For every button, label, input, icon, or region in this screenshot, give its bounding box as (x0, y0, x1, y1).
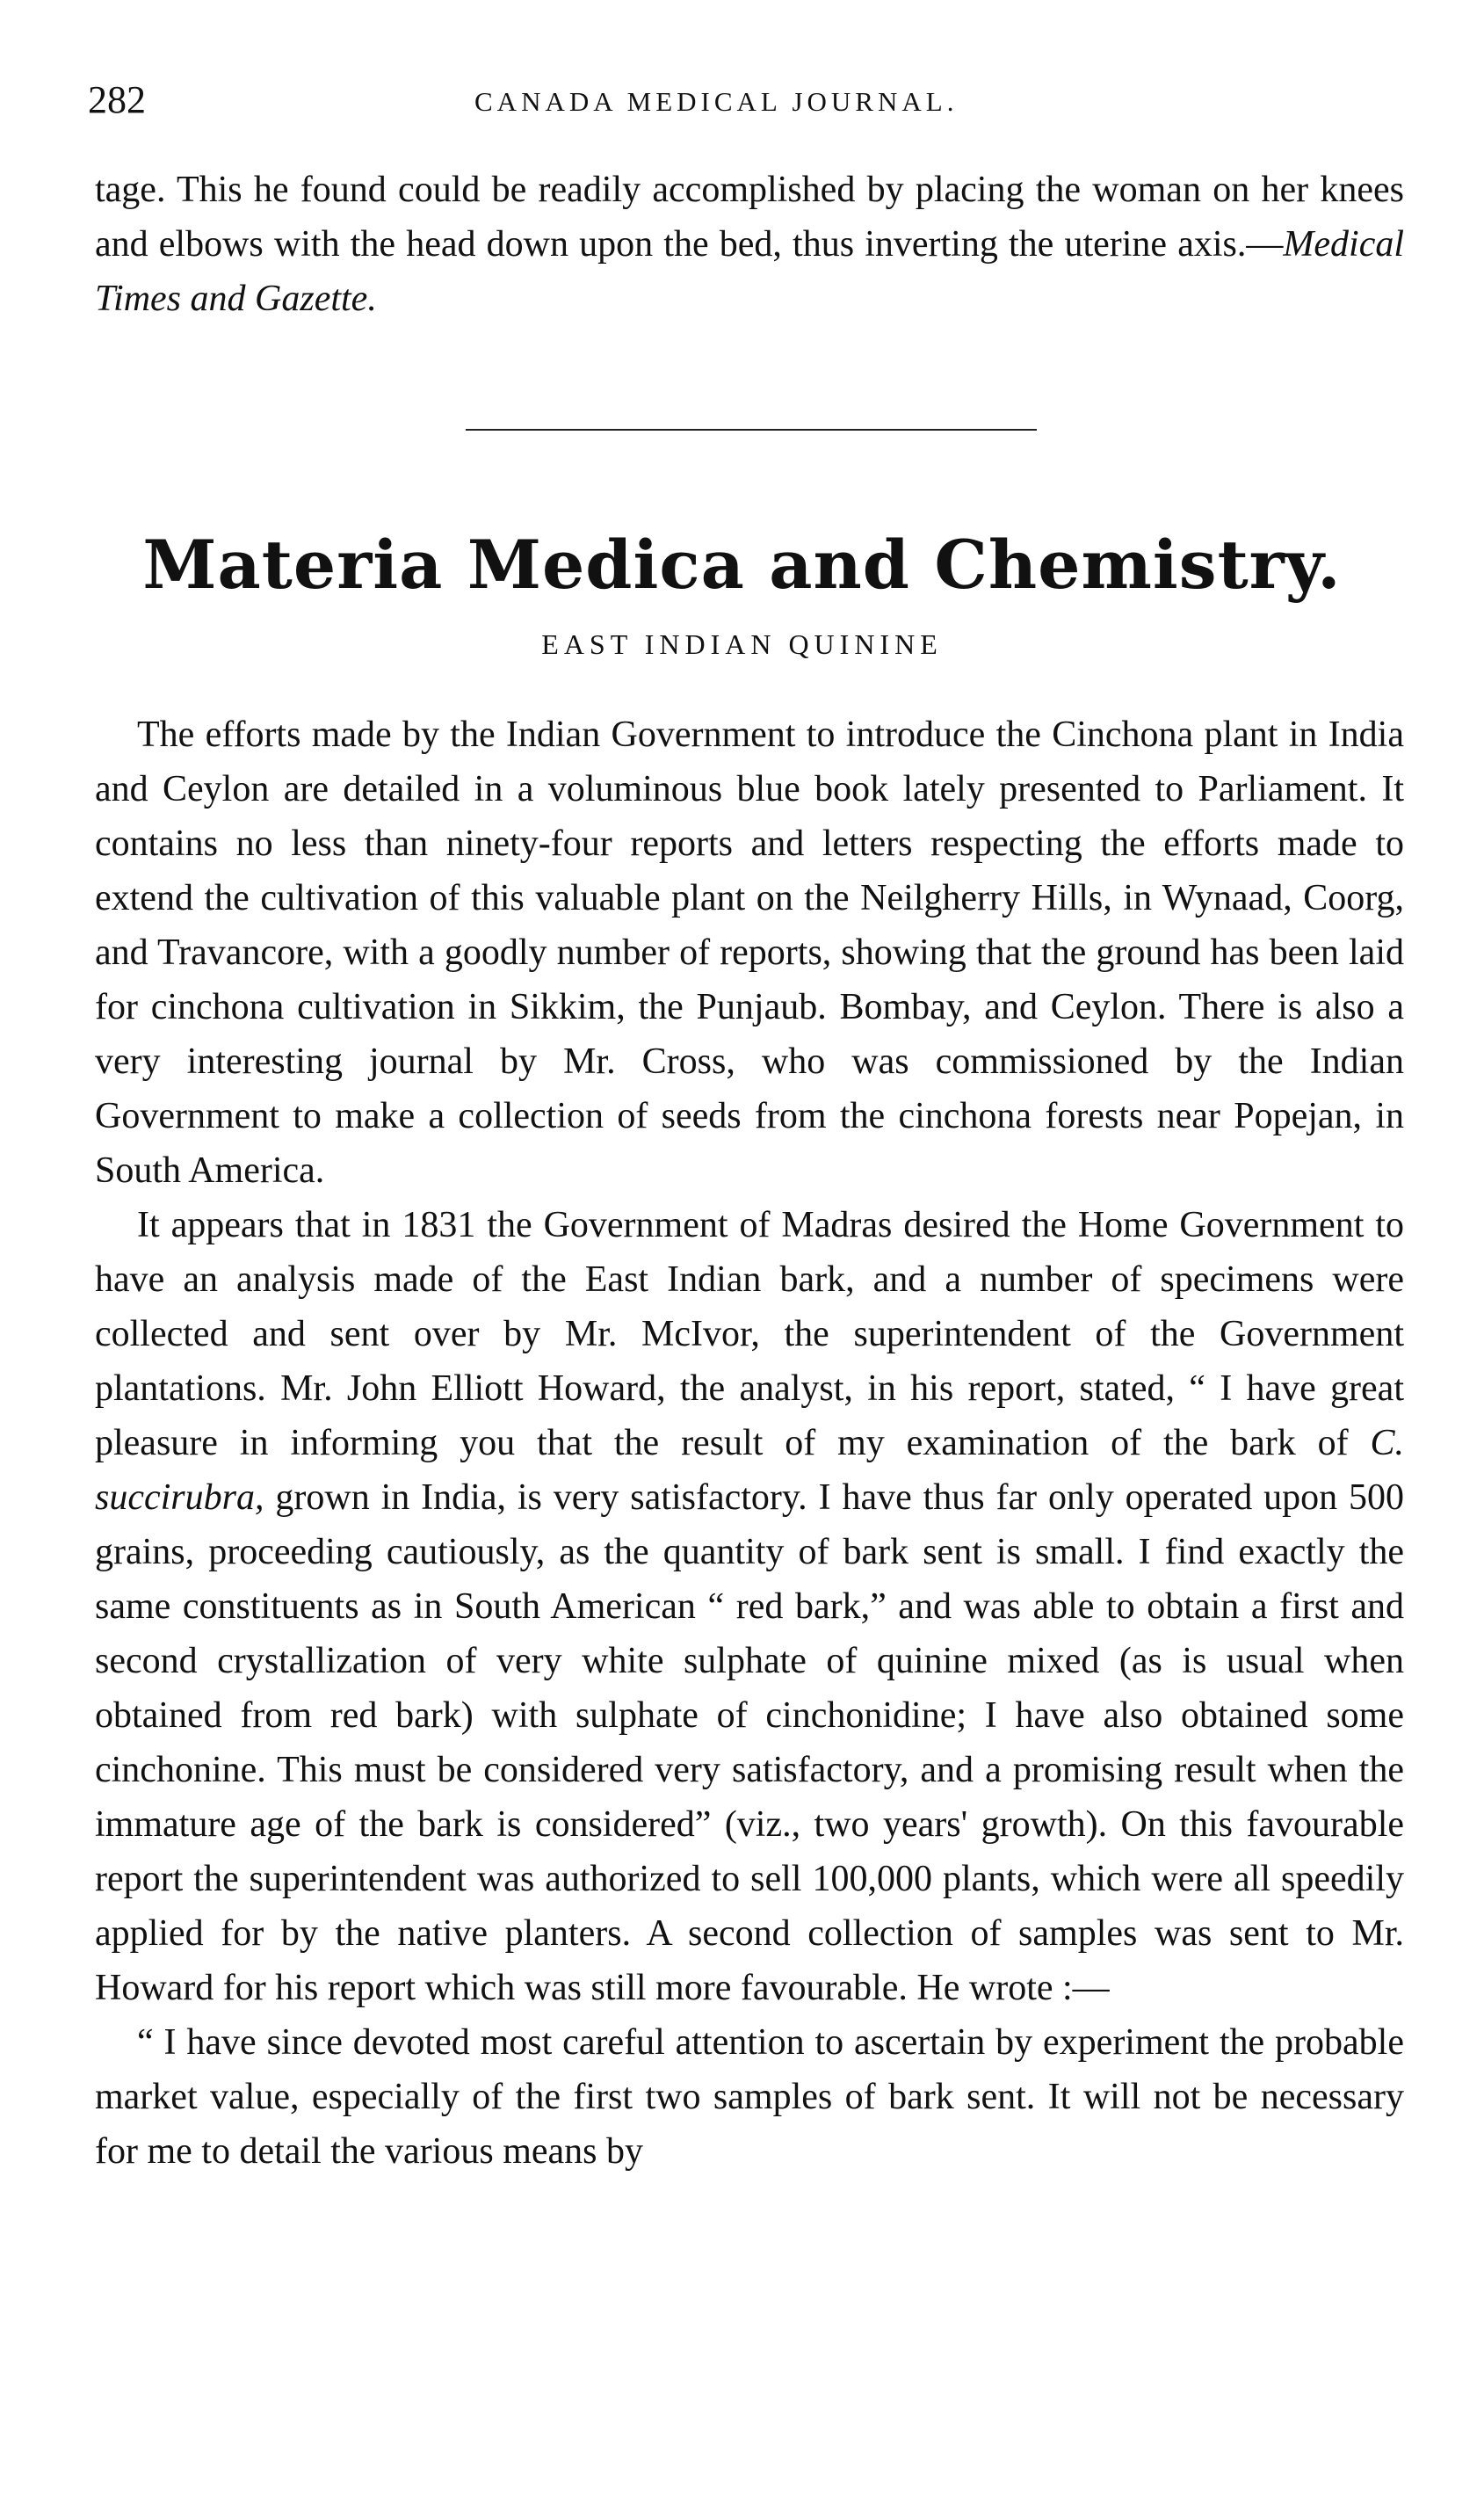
paragraph-2 (95, 1198, 1404, 2015)
intro-citation: Medical Times and Gazette. (95, 224, 1404, 319)
page-number: 282 (88, 78, 146, 121)
paragraph-1: The efforts made by the Indian Government to introduce the Cinchona plant in India and Ceylon are detailed in a voluminous blue book lately presented to Parliament. It contains no less than ninety-four reports and letters respecting the efforts made to extend the cultivation of this valuable plant on the Neilgherry Hills, in Wynaad, Coorg, and Travancore, with a goodly number of reports, showing that the ground has been laid for cinchona cultivation in Sikkim, the Punjaub. Bombay, and Ceylon. There is also a very interesting journal by Mr. Cross, who was commissioned by the Indian Government to make a collection of seeds from the cinchona forests near Popejan, in South America. (95, 715, 1404, 1191)
paragraph-2-text-b: grown in India, is very satisfactory. I have thus far only operated upon 500 grains, proceeding cautiously, as the quantity of bark sent is small. I find exactly the same constituents as in South American “ red bark,” and was able to obtain a first and second crystallization of very white sulphate of quinine mixed (as is usual when obtained from red bark) with sulphate of cinchonidine; I have also obtained some cinchonine. This must be considered very satisfactory, and a promising result when the immature age of the bark is considered” (viz., two years' growth). On this favourable report the superintendent was authorized to sell 100,000 plants, which were all speedily applied for by the native planters. A second collection of samples was sent to Mr. Howard for his report which was still more favourable. He wrote :— (95, 1477, 1404, 2008)
running-head: CANADA MEDICAL JOURNAL. (474, 86, 959, 117)
article-body (95, 707, 1404, 2179)
paragraph-2-text-a: It appears that in 1831 the Government of Madras desired the Home Government to have an analysis made of the East Indian bark, and a number of specimens were collected and sent over by Mr. McIvor, the superintendent of the Government plantations. Mr. John Elliott Howard, the analyst, in his report, stated, “ I have great pleasure in informing you that the result of my examination of the bark of (95, 1205, 1404, 1463)
intro-text (95, 163, 1404, 326)
section-divider (466, 429, 1037, 431)
section-title: Materia Medica and Chemistry. (142, 526, 1342, 604)
intro-paragraph (95, 163, 1404, 326)
intro-text-span: tage. This he found could be readily accomplished by placing the woman on her knees and elbows with the head down upon the bed, thus inverting the uterine axis.— (95, 170, 1404, 265)
paragraph-3-quote: “ I have since devoted most careful attention to ascertain by experiment the probable market value, especially of the first two samples of bark sent. It will not be necessary for me to detail the various means by (95, 2022, 1404, 2172)
article-title: EAST INDIAN QUININE (541, 628, 943, 660)
page-header (88, 77, 1431, 130)
species-name: C. succirubra, (95, 1423, 1404, 1518)
